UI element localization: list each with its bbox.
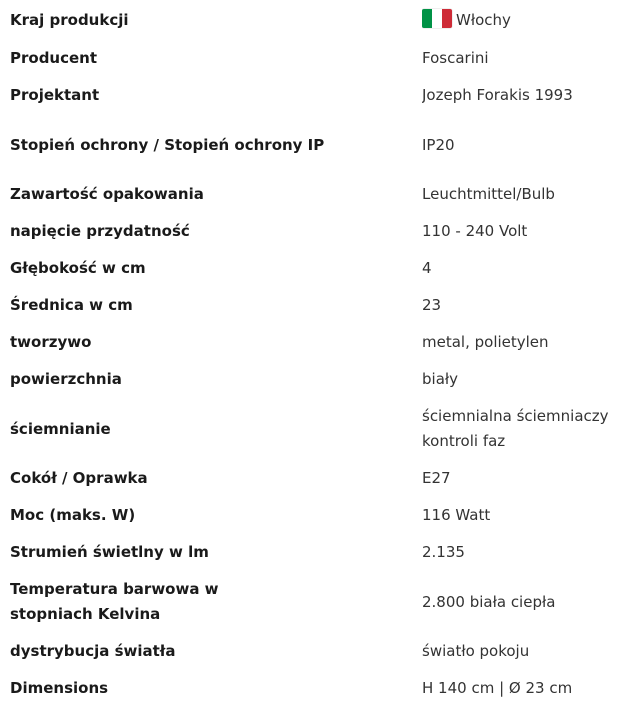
spec-value-country (422, 8, 643, 33)
spec-label: Producent (10, 49, 98, 67)
spec-value: światło pokoju (422, 642, 530, 660)
spec-value: 110 - 240 Volt (422, 222, 528, 240)
italy-flag-icon (422, 9, 452, 28)
spec-row (0, 460, 643, 497)
spec-row (0, 40, 643, 77)
spec-label: Projektant (10, 86, 100, 104)
spec-row (0, 114, 643, 176)
spec-label: Dimensions (10, 679, 109, 697)
spec-value: H 140 cm | Ø 23 cm (422, 679, 573, 697)
spec-label: tworzywo (10, 333, 92, 351)
spec-value: Foscarini (422, 49, 489, 67)
spec-row (0, 176, 643, 213)
spec-row (0, 670, 643, 707)
spec-label: Strumień świetlny w lm (10, 543, 209, 561)
spec-row (0, 361, 643, 398)
spec-row (0, 633, 643, 670)
spec-row (0, 77, 643, 114)
spec-row (0, 324, 643, 361)
spec-row (0, 213, 643, 250)
spec-row (0, 571, 643, 633)
spec-row (0, 534, 643, 571)
spec-label: dystrybucja światła (10, 642, 176, 660)
spec-row (0, 287, 643, 324)
spec-label: napięcie przydatność (10, 222, 190, 240)
spec-value: IP20 (422, 135, 455, 154)
spec-value: 4 (422, 259, 432, 277)
spec-label: Temperatura barwowa w stopniach Kelvina (10, 580, 219, 623)
spec-value: 23 (422, 296, 442, 314)
spec-value: 2.800 biała ciepła (422, 592, 556, 611)
spec-value: biały (422, 370, 459, 388)
spec-value: Leuchtmittel/Bulb (422, 185, 555, 203)
spec-label: ściemnianie (10, 419, 111, 438)
spec-value: Włochy (456, 10, 511, 29)
spec-value: Jozeph Forakis 1993 (422, 86, 573, 104)
spec-value: E27 (422, 469, 451, 487)
spec-value: 2.135 (422, 543, 465, 561)
spec-value: metal, polietylen (422, 333, 549, 351)
spec-label: Kraj produkcji (10, 10, 129, 29)
spec-value: ściemnialna ściemniaczy kontroli faz (422, 407, 609, 450)
spec-value: 116 Watt (422, 506, 491, 524)
spec-row-country (0, 0, 643, 40)
spec-row (0, 497, 643, 534)
spec-label: Głębokość w cm (10, 259, 146, 277)
spec-label: Stopień ochrony / Stopień ochrony IP (10, 135, 325, 154)
spec-label: Moc (maks. W) (10, 506, 136, 524)
spec-label: Cokół / Oprawka (10, 469, 148, 487)
spec-row (0, 250, 643, 287)
spec-label: powierzchnia (10, 370, 122, 388)
spec-row (0, 398, 643, 460)
spec-label: Średnica w cm (10, 296, 133, 314)
spec-label: Zawartość opakowania (10, 185, 204, 203)
